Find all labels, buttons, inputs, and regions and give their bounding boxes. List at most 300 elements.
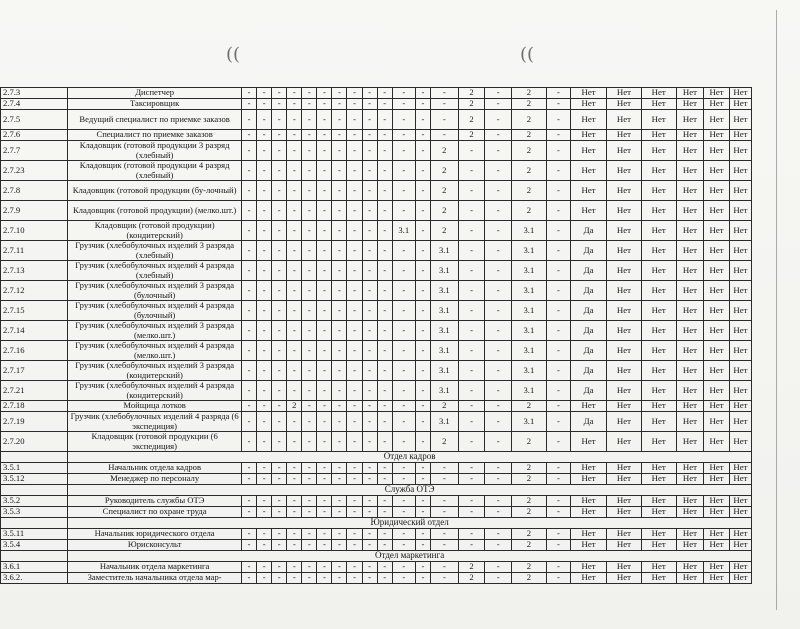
factor-cell: - <box>458 301 485 321</box>
factor-cell: - <box>317 474 332 485</box>
factor-cell: - <box>392 130 415 141</box>
row-code: 3.5.12 <box>1 474 68 485</box>
factor-cell: - <box>332 88 347 99</box>
factor-cell: - <box>242 281 257 301</box>
row-code: 3.5.2 <box>1 496 68 507</box>
factor-cell: - <box>485 161 512 181</box>
yes-no-cell: Нет <box>607 361 642 381</box>
factor-cell: - <box>272 130 287 141</box>
factor-cell: - <box>257 529 272 540</box>
factor-cell: - <box>257 412 272 432</box>
factor-cell: - <box>317 381 332 401</box>
factor-cell: - <box>392 463 415 474</box>
yes-no-cell: Нет <box>676 507 704 518</box>
factor-cell: - <box>257 507 272 518</box>
factor-cell: - <box>302 221 317 241</box>
section-code-cell <box>1 485 68 496</box>
factor-cell: - <box>287 221 302 241</box>
factor-cell: - <box>362 88 377 99</box>
yes-no-cell: Нет <box>729 201 751 221</box>
factor-cell: - <box>287 281 302 301</box>
factor-cell: - <box>546 432 570 452</box>
factor-cell: - <box>347 432 362 452</box>
yes-no-cell: Нет <box>571 432 607 452</box>
factor-cell: - <box>377 412 392 432</box>
job-title: Юрисконсульт <box>68 540 242 551</box>
factor-cell: - <box>485 110 512 130</box>
factor-cell: - <box>392 281 415 301</box>
factor-cell: 3.1 <box>430 381 458 401</box>
factor-cell: - <box>287 361 302 381</box>
yes-no-cell: Нет <box>676 432 704 452</box>
factor-cell: - <box>257 381 272 401</box>
factor-cell: - <box>257 301 272 321</box>
yes-no-cell: Нет <box>676 221 704 241</box>
factor-cell: - <box>332 496 347 507</box>
factor-cell: - <box>347 181 362 201</box>
job-title: Кладовщик (готовой продукции) (кондитерский) <box>68 221 242 241</box>
factor-cell: - <box>377 181 392 201</box>
job-title: Грузчик (хлебобулочных изделий 4 разряда (булочный) <box>68 301 242 321</box>
factor-cell: - <box>332 110 347 130</box>
factor-cell: - <box>430 474 458 485</box>
factor-cell: - <box>257 562 272 573</box>
factor-cell: 2 <box>458 562 485 573</box>
factor-cell: - <box>302 261 317 281</box>
yes-no-cell: Нет <box>607 381 642 401</box>
factor-cell: - <box>458 507 485 518</box>
factor-cell: - <box>546 321 570 341</box>
yes-no-cell: Нет <box>607 529 642 540</box>
factor-cell: - <box>546 496 570 507</box>
factor-cell: - <box>377 573 392 584</box>
factor-cell: 2 <box>512 573 547 584</box>
yes-no-cell: Нет <box>571 540 607 551</box>
factor-cell: - <box>392 412 415 432</box>
factor-cell: - <box>302 130 317 141</box>
factor-cell: 2 <box>458 573 485 584</box>
yes-no-cell: Нет <box>676 301 704 321</box>
factor-cell: 2 <box>430 201 458 221</box>
table-row <box>1 261 752 281</box>
factor-cell: - <box>242 463 257 474</box>
factor-cell: 3.1 <box>430 341 458 361</box>
job-title: Кладовщик (готовой продукции (бу-лочный) <box>68 181 242 201</box>
factor-cell: - <box>317 529 332 540</box>
factor-cell: - <box>415 474 430 485</box>
factor-cell: - <box>377 141 392 161</box>
factor-cell: 2 <box>430 221 458 241</box>
yes-no-cell: Нет <box>704 181 729 201</box>
factor-cell: - <box>257 496 272 507</box>
factor-cell: - <box>485 432 512 452</box>
factor-cell: - <box>242 432 257 452</box>
table-row <box>1 201 752 221</box>
factor-cell: - <box>415 181 430 201</box>
yes-no-cell: Нет <box>729 401 751 412</box>
factor-cell: - <box>272 401 287 412</box>
yes-no-cell: Нет <box>704 540 729 551</box>
yes-no-cell: Нет <box>641 241 676 261</box>
factor-cell: - <box>242 261 257 281</box>
factor-cell: - <box>546 99 570 110</box>
factor-cell: - <box>332 141 347 161</box>
factor-cell: - <box>415 496 430 507</box>
factor-cell: - <box>546 201 570 221</box>
factor-cell: - <box>257 161 272 181</box>
factor-cell: - <box>362 241 377 261</box>
factor-cell: - <box>362 529 377 540</box>
yes-no-cell: Нет <box>729 221 751 241</box>
table-row <box>1 281 752 301</box>
factor-cell: - <box>332 301 347 321</box>
factor-cell: - <box>242 412 257 432</box>
job-title: Специалист по охране труда <box>68 507 242 518</box>
yes-no-cell: Нет <box>641 99 676 110</box>
row-code: 2.7.20 <box>1 432 68 452</box>
yes-no-cell: Нет <box>704 507 729 518</box>
factor-cell: - <box>377 321 392 341</box>
factor-cell: 2 <box>512 161 547 181</box>
job-title: Грузчик (хлебобулочных изделий 4 разряда (6 экспедиция) <box>68 412 242 432</box>
factor-cell: - <box>392 141 415 161</box>
factor-cell: - <box>302 99 317 110</box>
factor-cell: - <box>485 88 512 99</box>
factor-cell: 2 <box>512 130 547 141</box>
factor-cell: - <box>347 161 362 181</box>
factor-cell: - <box>546 141 570 161</box>
yes-no-cell: Нет <box>729 301 751 321</box>
yes-no-cell: Нет <box>607 412 642 432</box>
factor-cell: - <box>287 201 302 221</box>
factor-cell: - <box>317 321 332 341</box>
table-row <box>1 341 752 361</box>
factor-cell: - <box>485 540 512 551</box>
factor-cell: - <box>347 573 362 584</box>
row-code: 3.6.2. <box>1 573 68 584</box>
factor-cell: - <box>415 573 430 584</box>
factor-cell: - <box>317 241 332 261</box>
yes-no-cell: Да <box>571 381 607 401</box>
factor-cell: - <box>287 130 302 141</box>
yes-no-cell: Нет <box>676 241 704 261</box>
factor-cell: - <box>546 301 570 321</box>
factor-cell: - <box>302 432 317 452</box>
table-row <box>1 321 752 341</box>
factor-cell: - <box>377 496 392 507</box>
factor-cell: - <box>485 221 512 241</box>
job-title: Грузчик (хлебобулочных изделий 3 разряда (хлебный) <box>68 241 242 261</box>
factor-cell: - <box>287 261 302 281</box>
yes-no-cell: Нет <box>676 361 704 381</box>
yes-no-cell: Нет <box>641 540 676 551</box>
factor-cell: - <box>546 540 570 551</box>
job-title: Кладовщик (готовой продукции 4 разряд (хлебный) <box>68 161 242 181</box>
factor-cell: - <box>377 540 392 551</box>
factor-cell: - <box>347 110 362 130</box>
factor-cell: - <box>242 401 257 412</box>
yes-no-cell: Нет <box>676 573 704 584</box>
factor-cell: - <box>332 361 347 381</box>
factor-cell: - <box>546 507 570 518</box>
factor-cell: - <box>392 321 415 341</box>
job-title: Ведущий специалист по приемке заказов <box>68 110 242 130</box>
factor-cell: - <box>317 540 332 551</box>
factor-cell: - <box>332 573 347 584</box>
factor-cell: - <box>377 432 392 452</box>
factor-cell: - <box>317 201 332 221</box>
factor-cell: - <box>257 573 272 584</box>
factor-cell: - <box>317 88 332 99</box>
factor-cell: - <box>272 496 287 507</box>
factor-cell: - <box>302 161 317 181</box>
yes-no-cell: Нет <box>607 110 642 130</box>
yes-no-cell: Нет <box>729 496 751 507</box>
factor-cell: - <box>415 562 430 573</box>
factor-cell: - <box>458 321 485 341</box>
yes-no-cell: Нет <box>704 401 729 412</box>
factor-cell: - <box>415 281 430 301</box>
factor-cell: - <box>242 88 257 99</box>
factor-cell: - <box>377 361 392 381</box>
factor-cell: - <box>392 181 415 201</box>
factor-cell: - <box>362 341 377 361</box>
row-code: 2.7.23 <box>1 161 68 181</box>
factor-cell: - <box>317 341 332 361</box>
factor-cell: - <box>347 507 362 518</box>
page-edge-line <box>776 10 777 610</box>
factor-cell: - <box>392 562 415 573</box>
factor-cell: - <box>242 99 257 110</box>
yes-no-cell: Нет <box>607 221 642 241</box>
factor-cell: - <box>287 412 302 432</box>
yes-no-cell: Нет <box>704 221 729 241</box>
table-row <box>1 221 752 241</box>
row-code: 3.5.1 <box>1 463 68 474</box>
factor-cell: - <box>362 507 377 518</box>
factor-cell: - <box>257 341 272 361</box>
factor-cell: - <box>302 529 317 540</box>
yes-no-cell: Нет <box>641 573 676 584</box>
factor-cell: - <box>546 562 570 573</box>
factor-cell: - <box>458 381 485 401</box>
factor-cell: 2 <box>512 110 547 130</box>
factor-cell: 3.1 <box>430 321 458 341</box>
row-code: 2.7.5 <box>1 110 68 130</box>
job-title: Грузчик (хлебобулочных изделий 4 разряда (кондитерский) <box>68 381 242 401</box>
factor-cell: - <box>415 361 430 381</box>
factor-cell: - <box>546 221 570 241</box>
job-title: Грузчик (хлебобулочных изделий 4 разряда (мелко.шт.) <box>68 341 242 361</box>
factor-cell: - <box>347 130 362 141</box>
yes-no-cell: Нет <box>641 281 676 301</box>
job-title: Грузчик (хлебобулочных изделий 3 разряда (булочный) <box>68 281 242 301</box>
factor-cell: - <box>272 110 287 130</box>
factor-cell: 2 <box>512 432 547 452</box>
yes-no-cell: Нет <box>607 301 642 321</box>
factor-cell: - <box>347 496 362 507</box>
factor-cell: - <box>242 562 257 573</box>
factor-cell: - <box>362 401 377 412</box>
factor-cell: - <box>347 474 362 485</box>
factor-cell: - <box>347 99 362 110</box>
table-row <box>1 432 752 452</box>
factor-cell: - <box>430 88 458 99</box>
yes-no-cell: Нет <box>607 99 642 110</box>
factor-cell: - <box>317 432 332 452</box>
factor-cell: - <box>302 540 317 551</box>
factor-cell: - <box>272 99 287 110</box>
factor-cell: - <box>392 381 415 401</box>
yes-no-cell: Нет <box>641 321 676 341</box>
factor-cell: - <box>287 161 302 181</box>
factor-cell: - <box>302 110 317 130</box>
yes-no-cell: Нет <box>676 540 704 551</box>
job-title: Грузчик (хлебобулочных изделий 4 разряда (хлебный) <box>68 261 242 281</box>
factor-cell: - <box>392 161 415 181</box>
factor-cell: - <box>458 241 485 261</box>
factor-cell: 3.1 <box>430 241 458 261</box>
factor-cell: - <box>332 529 347 540</box>
factor-cell: - <box>257 474 272 485</box>
factor-cell: - <box>546 261 570 281</box>
factor-cell: - <box>332 507 347 518</box>
yes-no-cell: Нет <box>641 261 676 281</box>
factor-cell: - <box>242 110 257 130</box>
factor-cell: - <box>242 507 257 518</box>
yes-no-cell: Да <box>571 412 607 432</box>
factor-cell: - <box>332 381 347 401</box>
yes-no-cell: Нет <box>676 412 704 432</box>
factor-cell: - <box>272 562 287 573</box>
table-row <box>1 529 752 540</box>
factor-cell: - <box>485 201 512 221</box>
assessment-table <box>0 87 752 584</box>
factor-cell: - <box>362 141 377 161</box>
yes-no-cell: Да <box>571 281 607 301</box>
row-code: 2.7.11 <box>1 241 68 261</box>
factor-cell: - <box>302 573 317 584</box>
factor-cell: - <box>546 161 570 181</box>
yes-no-cell: Нет <box>704 341 729 361</box>
factor-cell: - <box>458 412 485 432</box>
factor-cell: - <box>302 301 317 321</box>
yes-no-cell: Нет <box>729 341 751 361</box>
factor-cell: 2 <box>512 529 547 540</box>
factor-cell: - <box>362 301 377 321</box>
factor-cell: - <box>317 221 332 241</box>
factor-cell: - <box>242 361 257 381</box>
row-code: 3.5.3 <box>1 507 68 518</box>
row-code: 2.7.18 <box>1 401 68 412</box>
table-row <box>1 507 752 518</box>
factor-cell: - <box>257 261 272 281</box>
factor-cell: - <box>458 474 485 485</box>
factor-cell: - <box>317 301 332 321</box>
section-row <box>1 551 752 562</box>
yes-no-cell: Нет <box>704 381 729 401</box>
table-row <box>1 573 752 584</box>
factor-cell: - <box>332 261 347 281</box>
factor-cell: - <box>458 341 485 361</box>
factor-cell: - <box>362 110 377 130</box>
section-row <box>1 485 752 496</box>
factor-cell: - <box>242 181 257 201</box>
yes-no-cell: Нет <box>704 361 729 381</box>
factor-cell: - <box>287 540 302 551</box>
factor-cell: - <box>377 281 392 301</box>
job-title: Руководитель службы ОТЭ <box>68 496 242 507</box>
factor-cell: - <box>257 130 272 141</box>
factor-cell: 2 <box>512 201 547 221</box>
factor-cell: - <box>362 161 377 181</box>
factor-cell: - <box>347 529 362 540</box>
factor-cell: - <box>362 261 377 281</box>
factor-cell: - <box>392 540 415 551</box>
row-code: 2.7.21 <box>1 381 68 401</box>
yes-no-cell: Нет <box>729 540 751 551</box>
factor-cell: - <box>317 573 332 584</box>
factor-cell: - <box>430 99 458 110</box>
yes-no-cell: Нет <box>641 412 676 432</box>
factor-cell: - <box>347 412 362 432</box>
factor-cell: - <box>272 474 287 485</box>
factor-cell: - <box>377 110 392 130</box>
factor-cell: 3.1 <box>512 321 547 341</box>
factor-cell: - <box>430 110 458 130</box>
yes-no-cell: Нет <box>729 412 751 432</box>
factor-cell: - <box>392 88 415 99</box>
factor-cell: - <box>485 412 512 432</box>
yes-no-cell: Нет <box>571 181 607 201</box>
row-code: 2.7.3 <box>1 88 68 99</box>
factor-cell: - <box>257 181 272 201</box>
factor-cell: - <box>377 261 392 281</box>
factor-cell: - <box>302 381 317 401</box>
factor-cell: - <box>485 141 512 161</box>
section-row <box>1 518 752 529</box>
factor-cell: - <box>302 496 317 507</box>
yes-no-cell: Нет <box>607 540 642 551</box>
yes-no-cell: Нет <box>704 130 729 141</box>
factor-cell: - <box>302 141 317 161</box>
factor-cell: - <box>362 412 377 432</box>
factor-cell: - <box>287 241 302 261</box>
factor-cell: - <box>430 496 458 507</box>
yes-no-cell: Нет <box>704 141 729 161</box>
factor-cell: - <box>415 130 430 141</box>
factor-cell: - <box>485 562 512 573</box>
yes-no-cell: Нет <box>641 130 676 141</box>
factor-cell: - <box>332 181 347 201</box>
factor-cell: - <box>317 141 332 161</box>
factor-cell: - <box>287 562 302 573</box>
factor-cell: 2 <box>430 181 458 201</box>
factor-cell: - <box>415 301 430 321</box>
factor-cell: - <box>362 201 377 221</box>
yes-no-cell: Нет <box>641 529 676 540</box>
factor-cell: - <box>458 529 485 540</box>
factor-cell: - <box>302 241 317 261</box>
factor-cell: - <box>485 301 512 321</box>
factor-cell: - <box>377 221 392 241</box>
yes-no-cell: Нет <box>676 381 704 401</box>
pencil-mark: (( <box>226 44 241 65</box>
factor-cell: - <box>458 496 485 507</box>
factor-cell: - <box>302 341 317 361</box>
yes-no-cell: Нет <box>704 496 729 507</box>
yes-no-cell: Нет <box>607 562 642 573</box>
